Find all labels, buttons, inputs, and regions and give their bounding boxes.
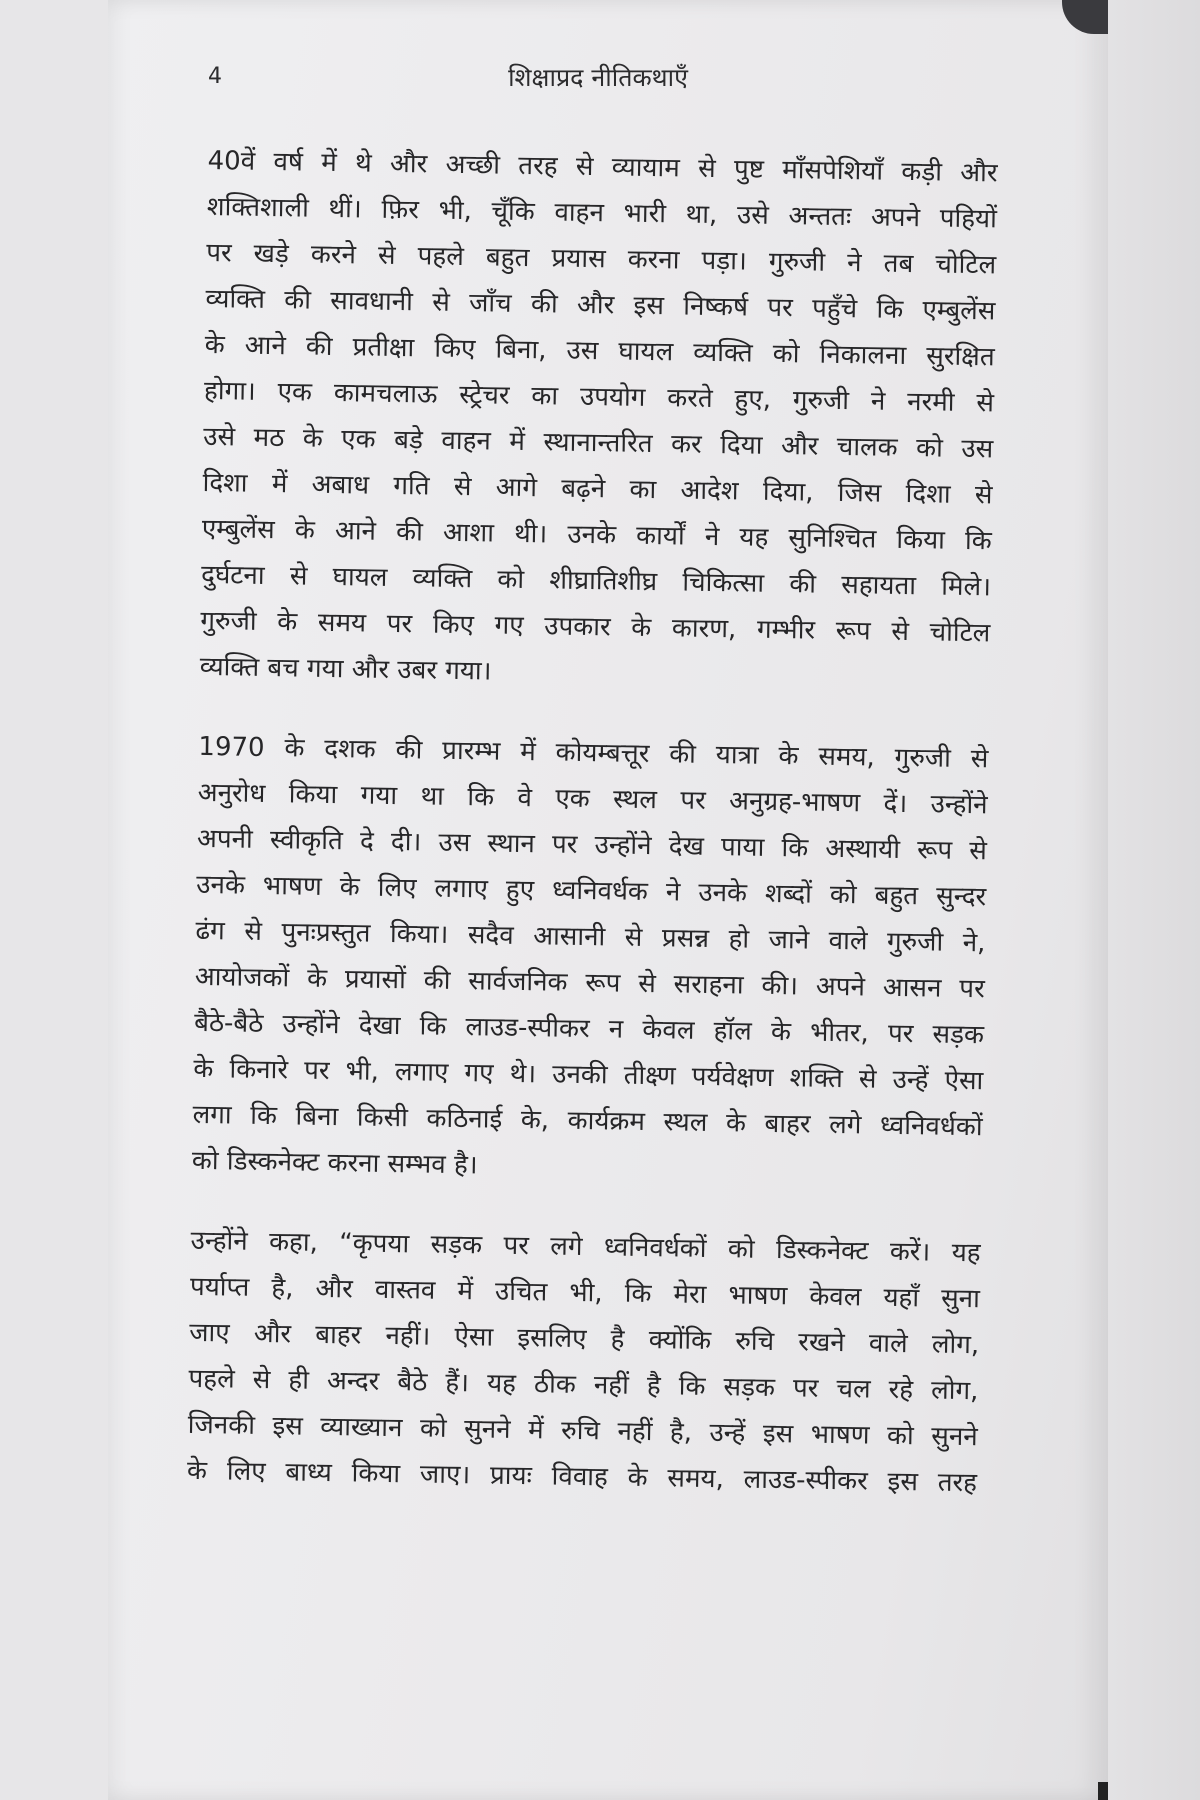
text-line: व्यक्ति बच गया और उबर गया। [199, 651, 492, 687]
text-line: दुर्घटना से घायल व्यक्ति को शीघ्रातिशीघ्र चिकित्सा की सहायता मिले। [200, 559, 992, 603]
text-line: 40वें वर्ष में थे और अच्छी तरह से व्यायाम से पुष्ट माँसपेशियाँ कड़ी और [207, 145, 998, 189]
page-header [208, 60, 988, 100]
text-line: जिनकी इस व्याख्यान को सुनने में रुचि नहीं है, उन्हें इस भाषण को सुनने [187, 1409, 978, 1453]
text-line: पर्याप्त है, और वास्तव में उचित भी, कि मेरा भाषण केवल यहाँ सुना [189, 1271, 981, 1315]
body-text [186, 138, 998, 1540]
text-line: एम्बुलेंस के आने की आशा थी। उनके कार्यों ने यह सुनिश्चित किया कि [201, 513, 992, 557]
text-line: गुरुजी के समय पर किए गए उपकार के कारण, गम्भीर रूप से चोटिल [200, 605, 991, 649]
text-line: उसे मठ के एक बड़े वाहन में स्थानान्तरित कर दिया और चालक को उस [203, 421, 994, 465]
text-line: अनुरोध किया गया था कि वे एक स्थल पर अनुग्रह-भाषण दें। उन्होंने [197, 777, 988, 821]
text-line: के आने की प्रतीक्षा किए बिना, उस घायल व्यक्ति को निकालना सुरक्षित [204, 329, 995, 373]
page-binding-edge [1108, 0, 1200, 1800]
text-line: व्यक्ति की सावधानी से जाँच की और इस निष्कर्ष पर पहुँचे कि एम्बुलेंस [205, 283, 996, 327]
page-edge-mark [1098, 1782, 1108, 1800]
text-line: 1970 के दशक की प्रारम्भ में कोयम्बत्तूर की यात्रा के समय, गुरुजी से [198, 731, 989, 775]
text-line: को डिस्कनेक्ट करना सम्भव है। [191, 1145, 478, 1181]
paragraph [199, 138, 998, 702]
page-number: 4 [208, 64, 222, 89]
text-line: पहले से ही अन्दर बैठे हैं। यह ठीक नहीं है कि सड़क पर चल रहे लोग, [188, 1363, 979, 1407]
text-line: बैठे-बैठे उन्होंने देखा कि लाउड-स्पीकर न केवल हॉल के भीतर, पर सड़क [193, 1007, 985, 1051]
paragraph [192, 724, 989, 1196]
text-line: ढंग से पुनःप्रस्तुत किया। सदैव आसानी से प्रसन्न हो जाने वाले गुरुजी ने, [195, 915, 986, 959]
book-page [108, 0, 1108, 1800]
text-line: लगा कि बिना किसी कठिनाई के, कार्यक्रम स्थल के बाहर लगे ध्वनिवर्धकों [192, 1099, 983, 1143]
text-line: आयोजकों के प्रयासों की सार्वजनिक रूप से सराहना की। अपने आसन पर [194, 961, 985, 1005]
text-line: जाए और बाहर नहीं। ऐसा इसलिए है क्योंकि रुचि रखने वाले लोग, [188, 1317, 980, 1361]
text-line: अपनी स्वीकृति दे दी। उस स्थान पर उन्होंने देख पाया कि अस्थायी रूप से [196, 823, 988, 867]
running-title: शिक्षाप्रद नीतिकथाएँ [508, 63, 688, 92]
text-line: शक्तिशाली थीं। फ़िर भी, चूँकि वाहन भारी था, उसे अन्ततः अपने पहियों [206, 191, 998, 235]
text-line: के किनारे पर भी, लगाए गए थे। उनकी तीक्ष्ण पर्यवेक्षण शक्ति से उन्हें ऐसा [193, 1053, 984, 1097]
text-line: पर खड़े करने से पहले बहुत प्रयास करना पड़ा। गुरुजी ने तब चोटिल [205, 237, 997, 281]
text-line: के लिए बाध्य किया जाए। प्रायः विवाह के समय, लाउड-स्पीकर इस तरह [186, 1455, 978, 1499]
text-line: उन्होंने कहा, “कृपया सड़क पर लगे ध्वनिवर्धकों को डिस्कनेक्ट करें। यह [190, 1225, 981, 1269]
text-line: उनके भाषण के लिए लगाए हुए ध्वनिवर्धक ने उनके शब्दों को बहुत सुन्दर [196, 869, 987, 913]
text-line: होगा। एक कामचलाऊ स्ट्रेचर का उपयोग करते हुए, गुरुजी ने नरमी से [203, 375, 995, 419]
paragraph [187, 1218, 981, 1506]
text-line: दिशा में अबाध गति से आगे बढ़ने का आदेश दिया, जिस दिशा से [202, 467, 993, 511]
